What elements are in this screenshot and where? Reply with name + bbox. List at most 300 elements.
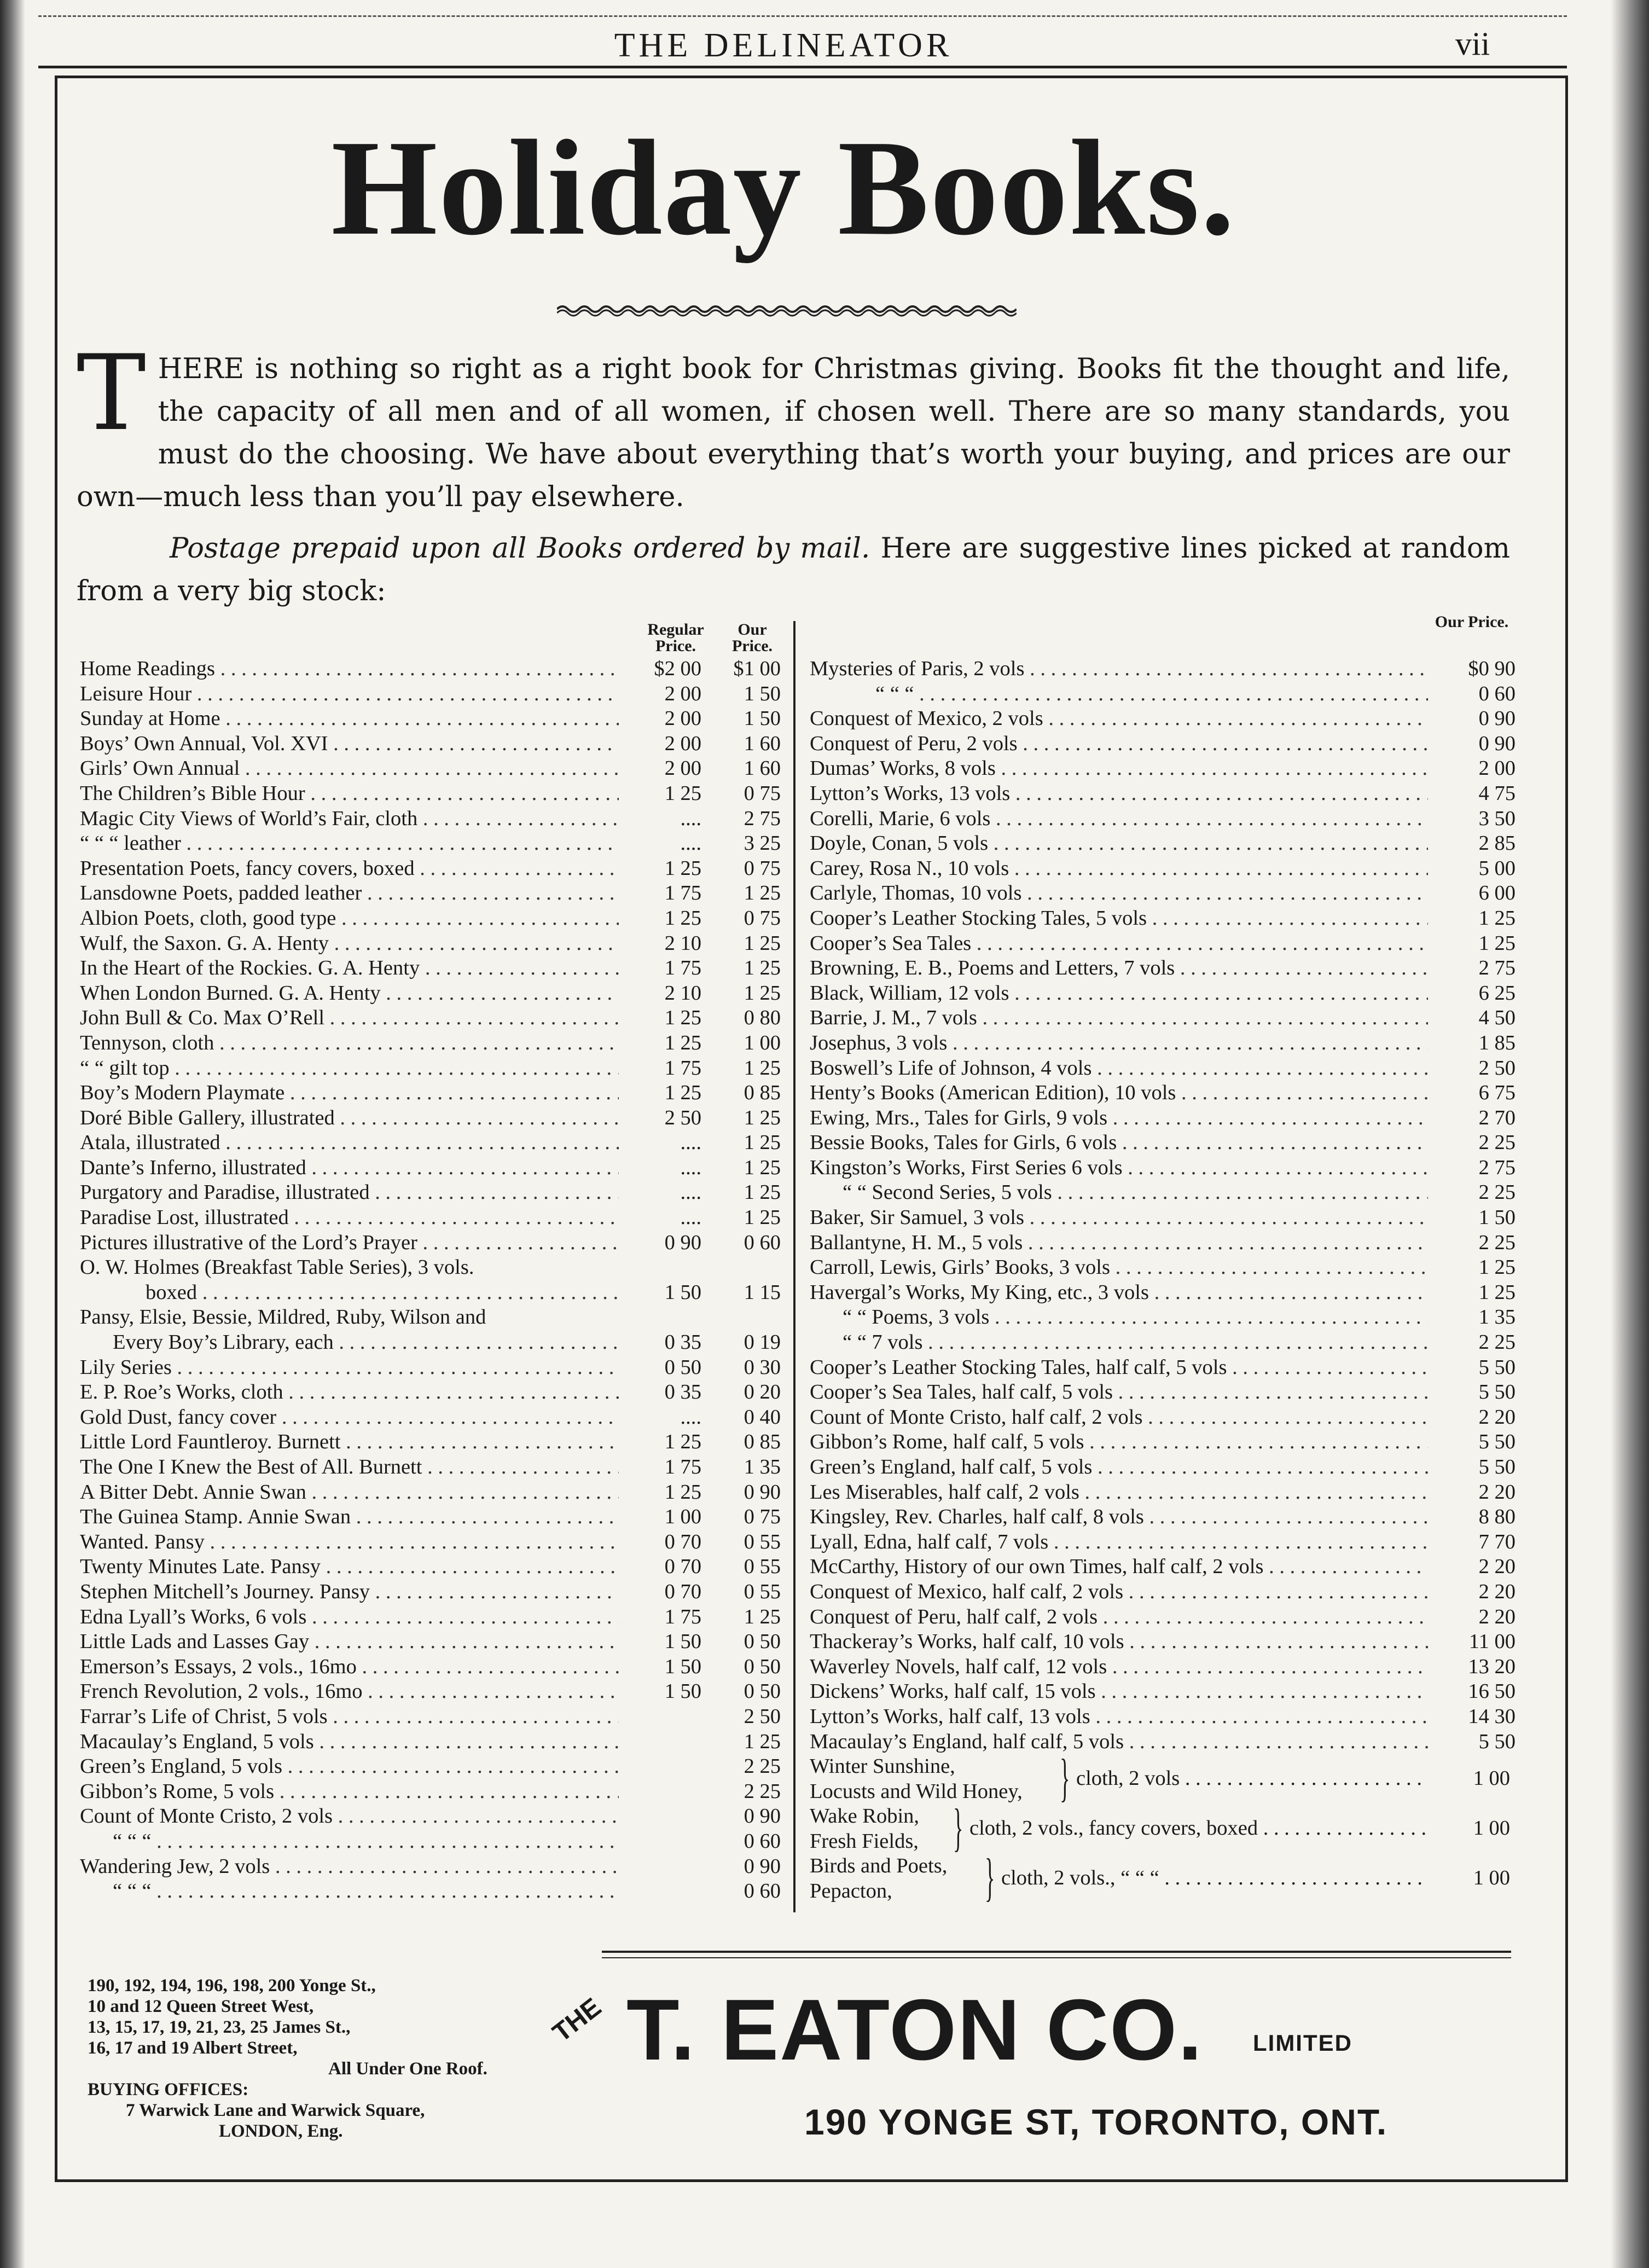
book-row — [810, 1505, 1516, 1530]
bracket-description: cloth, 2 vols., “ “ “ . . . — [1001, 1866, 1428, 1891]
book-title: Boswell’s Life of Johnson, 4 vols . . . — [810, 1056, 1428, 1081]
book-title: Ewing, Mrs., Tales for Girls, 9 vols . . . — [810, 1106, 1428, 1131]
our-price: 0 90 — [704, 1854, 781, 1880]
book-row — [810, 1006, 1516, 1031]
regular-price-heading: Regular Price. — [647, 620, 704, 655]
book-row — [80, 1330, 781, 1355]
regular-price: 1 25 — [619, 1031, 701, 1056]
book-title: “ “ “ . . . — [810, 682, 1428, 707]
book-row — [80, 1730, 781, 1755]
book-title: The One I Knew the Best of All. Burnett . . . — [80, 1455, 619, 1480]
company-limited: LIMITED — [1253, 2030, 1352, 2056]
regular-price: 1 25 — [619, 906, 701, 931]
book-title: Atala, illustrated . . . — [80, 1130, 619, 1156]
book-title: Birds and Poets, — [810, 1854, 948, 1878]
book-row — [810, 1480, 1516, 1505]
book-title: Gibbon’s Rome, 5 vols . . . — [80, 1779, 619, 1805]
book-title: “ “ “ . . . — [80, 1829, 619, 1854]
book-row — [810, 1355, 1516, 1380]
book-title: Black, William, 12 vols . . . — [810, 981, 1428, 1006]
our-price: 1 85 — [1428, 1031, 1516, 1056]
book-title: Browning, E. B., Poems and Letters, 7 vols . . . — [810, 956, 1428, 981]
book-title: Carroll, Lewis, Girls’ Books, 3 vols . . . — [810, 1255, 1428, 1280]
book-row — [810, 657, 1516, 682]
book-title: Magic City Views of World’s Fair, cloth . . . — [80, 807, 619, 832]
brace-symbol: } — [1060, 1748, 1070, 1807]
book-row — [810, 1031, 1516, 1056]
book-title: Macaulay’s England, half calf, 5 vols . . . — [810, 1730, 1428, 1755]
bracket-description: cloth, 2 vols., fancy covers, boxed . . . — [969, 1816, 1428, 1841]
book-title: Leisure Hour . . . — [80, 682, 619, 707]
book-title: Cooper’s Sea Tales, half calf, 5 vols . . . — [810, 1380, 1428, 1405]
book-row — [810, 1231, 1516, 1256]
book-row — [80, 682, 781, 707]
our-price: 1 25 — [704, 1730, 781, 1755]
book-title: Henty’s Books (American Edition), 10 vols . . . — [810, 1081, 1428, 1106]
our-price: 1 25 — [704, 1056, 781, 1081]
our-price: $0 90 — [1428, 657, 1516, 682]
book-row — [80, 1580, 781, 1605]
book-row — [80, 781, 781, 807]
our-price: 1 60 — [704, 732, 781, 757]
book-title: Lily Series . . . — [80, 1355, 619, 1380]
our-price: 5 50 — [1428, 1380, 1516, 1405]
our-price: 0 55 — [704, 1580, 781, 1605]
our-price: 1 25 — [704, 1130, 781, 1156]
top-dashed-rule — [38, 15, 1567, 17]
intro-text — [77, 333, 1510, 613]
book-row — [810, 1554, 1516, 1580]
book-row — [810, 931, 1516, 956]
book-row — [80, 1031, 781, 1056]
our-price: 2 25 — [704, 1779, 781, 1805]
our-price: 1 25 — [1428, 906, 1516, 931]
book-row — [810, 856, 1516, 881]
regular-price: 1 25 — [619, 1006, 701, 1031]
book-row — [810, 706, 1516, 732]
our-price: 2 20 — [1428, 1480, 1516, 1505]
book-row — [810, 1405, 1516, 1430]
book-title: Havergal’s Works, My King, etc., 3 vols . . . — [810, 1280, 1428, 1306]
bracket-titles — [810, 1754, 1023, 1804]
store-addresses — [88, 1975, 536, 2142]
our-price: 3 25 — [704, 831, 781, 856]
regular-price: 1 50 — [619, 1280, 701, 1306]
our-price: 0 75 — [704, 1505, 781, 1530]
book-row — [80, 1629, 781, 1655]
bracket-titles — [810, 1854, 947, 1904]
book-title: Doré Bible Gallery, illustrated . . . — [80, 1106, 619, 1131]
book-title: In the Heart of the Rockies. G. A. Henty . . . — [80, 956, 619, 981]
book-row — [80, 1655, 781, 1680]
bracketed-set — [810, 1848, 1510, 1907]
book-row — [810, 1704, 1516, 1730]
our-price: 2 25 — [1428, 1130, 1516, 1156]
our-price: 0 50 — [704, 1679, 781, 1704]
book-row — [80, 881, 781, 906]
book-row — [80, 1754, 781, 1779]
book-title: Count of Monte Cristo, half calf, 2 vols . . . — [810, 1405, 1428, 1430]
our-price: 14 30 — [1428, 1704, 1516, 1730]
our-price: 7 70 — [1428, 1530, 1516, 1555]
book-title: Baker, Sir Samuel, 3 vols . . . — [810, 1205, 1428, 1231]
postage-note — [77, 527, 1510, 613]
masthead-rule — [38, 66, 1567, 68]
book-title: Stephen Mitchell’s Journey. Pansy . . . — [80, 1580, 619, 1605]
regular-price: 1 25 — [619, 781, 701, 807]
book-title: Waverley Novels, half calf, 12 vols . . . — [810, 1655, 1428, 1680]
book-row — [810, 1205, 1516, 1231]
book-title: Home Readings . . . — [80, 657, 619, 682]
book-title: Lytton’s Works, half calf, 13 vols . . . — [810, 1704, 1428, 1730]
address-line: 7 Warwick Lane and Warwick Square, — [126, 2101, 425, 2120]
our-price: 1 00 — [1428, 1766, 1510, 1791]
our-price: 0 20 — [704, 1380, 781, 1405]
our-price: 0 75 — [704, 856, 781, 881]
regular-price: .... — [619, 1180, 701, 1205]
our-price: 4 50 — [1428, 1006, 1516, 1031]
book-title: The Children’s Bible Hour . . . — [80, 781, 619, 807]
book-row — [80, 1804, 781, 1829]
book-row — [80, 1704, 781, 1730]
our-price: 2 25 — [704, 1754, 781, 1779]
book-title: Cooper’s Sea Tales . . . — [810, 931, 1428, 956]
our-price: 1 00 — [1428, 1816, 1510, 1841]
regular-price: 1 75 — [619, 1455, 701, 1480]
book-row — [80, 1081, 781, 1106]
our-price: 0 50 — [704, 1655, 781, 1680]
regular-price: 2 00 — [619, 756, 701, 781]
book-row — [80, 956, 781, 981]
book-row — [80, 756, 781, 781]
our-price: 1 00 — [1428, 1866, 1510, 1891]
our-price: 1 35 — [704, 1455, 781, 1480]
our-price: 0 50 — [704, 1629, 781, 1655]
book-title: Conquest of Mexico, 2 vols . . . — [810, 706, 1428, 732]
our-price: 1 25 — [704, 981, 781, 1006]
book-row — [810, 1730, 1516, 1755]
our-price: 2 75 — [1428, 1156, 1516, 1181]
footer-rule — [602, 1951, 1511, 1953]
postage-italic: Postage prepaid upon all Books ordered by mail. — [170, 532, 870, 565]
book-row — [810, 1580, 1516, 1605]
book-row — [810, 1430, 1516, 1455]
book-title: Sunday at Home . . . — [80, 706, 619, 732]
book-title: Dumas’ Works, 8 vols . . . — [810, 756, 1428, 781]
book-row — [80, 1006, 781, 1031]
book-title: Carlyle, Thomas, 10 vols . . . — [810, 881, 1428, 906]
our-price: 0 30 — [704, 1355, 781, 1380]
our-price: 2 70 — [1428, 1106, 1516, 1131]
regular-price: .... — [619, 831, 701, 856]
our-price: 0 80 — [704, 1006, 781, 1031]
book-title: Tennyson, cloth . . . — [80, 1031, 619, 1056]
book-title: Edna Lyall’s Works, 6 vols . . . — [80, 1605, 619, 1630]
book-row — [80, 1106, 781, 1131]
book-row — [810, 956, 1516, 981]
book-title: Barrie, J. M., 7 vols . . . — [810, 1006, 1428, 1031]
book-title: Conquest of Mexico, half calf, 2 vols . . . — [810, 1580, 1428, 1605]
book-row — [810, 1530, 1516, 1555]
book-title: Pansy, Elsie, Bessie, Mildred, Ruby, Wilson and — [80, 1306, 486, 1329]
our-price: 2 50 — [704, 1704, 781, 1730]
book-title: Green’s England, 5 vols . . . — [80, 1754, 619, 1779]
regular-price: .... — [619, 1156, 701, 1181]
book-title: Emerson’s Essays, 2 vols., 16mo . . . — [80, 1655, 619, 1680]
book-title: “ “ “ leather . . . — [80, 831, 619, 856]
our-price: 5 50 — [1428, 1455, 1516, 1480]
intro-paragraph: HERE is nothing so right as a right book for Christmas giving. Books fit the thought and life, the capacity of all men and of all women, if chosen well. There are so many standards, you must do the choosing. We have about everything that’s worth your buying, and prices are our own—much less than you’ll pay elsewhere. — [77, 353, 1510, 513]
book-row — [810, 807, 1516, 832]
book-row — [80, 1231, 781, 1256]
book-row — [810, 1056, 1516, 1081]
regular-price: 2 50 — [619, 1106, 701, 1131]
masthead: THE DELINEATOR — [614, 27, 953, 64]
our-price: 1 25 — [704, 1605, 781, 1630]
our-price: 2 25 — [1428, 1180, 1516, 1205]
drop-cap: T — [77, 333, 146, 454]
address-line: All Under One Roof. — [328, 2059, 487, 2079]
our-price: 1 25 — [1428, 1255, 1516, 1280]
our-price: 16 50 — [1428, 1679, 1516, 1704]
book-title: Macaulay’s England, 5 vols . . . — [80, 1730, 619, 1755]
book-row — [80, 1854, 781, 1880]
our-price: 0 55 — [704, 1554, 781, 1580]
book-title: French Revolution, 2 vols., 16mo . . . — [80, 1679, 619, 1704]
book-title: Cooper’s Leather Stocking Tales, 5 vols . . . — [810, 906, 1428, 931]
book-title: O. W. Holmes (Breakfast Table Series), 3 vols. — [80, 1256, 474, 1279]
book-title: Bessie Books, Tales for Girls, 6 vols . . . — [810, 1130, 1428, 1156]
book-row — [810, 1156, 1516, 1181]
book-row — [810, 1081, 1516, 1106]
book-title: The Guinea Stamp. Annie Swan . . . — [80, 1505, 619, 1530]
book-row — [810, 881, 1516, 906]
book-row — [810, 1130, 1516, 1156]
book-row — [810, 1605, 1516, 1630]
regular-price: 0 90 — [619, 1231, 701, 1256]
book-row — [80, 1779, 781, 1805]
book-row — [80, 1056, 781, 1081]
regular-price: 0 35 — [619, 1330, 701, 1355]
our-price: 6 25 — [1428, 981, 1516, 1006]
regular-price: .... — [619, 807, 701, 832]
book-title: When London Burned. G. A. Henty . . . — [80, 981, 619, 1006]
our-price: 2 20 — [1428, 1405, 1516, 1430]
bracket-titles — [810, 1804, 919, 1854]
book-title: Boys’ Own Annual, Vol. XVI . . . — [80, 732, 619, 757]
book-row — [810, 981, 1516, 1006]
book-title: Farrar’s Life of Christ, 5 vols . . . — [80, 1704, 619, 1730]
our-price: 8 80 — [1428, 1505, 1516, 1530]
book-title: Count of Monte Cristo, 2 vols . . . — [80, 1804, 619, 1829]
bracketed-set — [810, 1748, 1510, 1807]
book-row — [810, 1455, 1516, 1480]
our-price: 0 90 — [1428, 732, 1516, 757]
book-row — [80, 807, 781, 832]
book-title: E. P. Roe’s Works, cloth . . . — [80, 1380, 619, 1405]
book-title: Cooper’s Leather Stocking Tales, half calf, 5 vols . . . — [810, 1355, 1428, 1380]
book-title: boxed . . . — [80, 1280, 619, 1306]
book-row — [810, 756, 1516, 781]
our-price: 0 85 — [704, 1081, 781, 1106]
our-price: 13 20 — [1428, 1655, 1516, 1680]
our-price: 0 55 — [704, 1530, 781, 1555]
book-title: A Bitter Debt. Annie Swan . . . — [80, 1480, 619, 1505]
bracketed-set — [810, 1798, 1510, 1857]
book-title: Wandering Jew, 2 vols . . . — [80, 1854, 619, 1880]
regular-price: 1 25 — [619, 1480, 701, 1505]
book-row — [80, 1530, 781, 1555]
book-title: Conquest of Peru, 2 vols . . . — [810, 732, 1428, 757]
address-line: 190, 192, 194, 196, 198, 200 Yonge St., — [88, 1976, 376, 1996]
book-row — [80, 831, 781, 856]
our-price: 0 60 — [704, 1879, 781, 1904]
our-price: 1 25 — [704, 1180, 781, 1205]
book-title: Lyall, Edna, half calf, 7 vols . . . — [810, 1530, 1428, 1555]
address-line: LONDON, Eng. — [219, 2121, 343, 2141]
book-row — [80, 1355, 781, 1380]
book-row — [80, 1829, 781, 1854]
our-price: 1 25 — [704, 881, 781, 906]
our-price: 1 50 — [704, 682, 781, 707]
postage-rest: Here are suggestive lines picked at random from a very big stock: — [77, 532, 1510, 607]
regular-price: 0 35 — [619, 1380, 701, 1405]
book-row — [810, 1679, 1516, 1704]
headline: Holiday Books. — [331, 112, 1236, 264]
our-price: 0 75 — [704, 781, 781, 807]
our-price: 0 60 — [1428, 682, 1516, 707]
our-price: 1 25 — [704, 931, 781, 956]
regular-price: 2 00 — [619, 682, 701, 707]
ornamental-wavy-rule — [557, 301, 1017, 317]
book-row — [80, 1554, 781, 1580]
our-price: 6 00 — [1428, 881, 1516, 906]
book-title: Gibbon’s Rome, half calf, 5 vols . . . — [810, 1430, 1428, 1455]
our-price: 11 00 — [1428, 1629, 1516, 1655]
right-book-list — [810, 657, 1516, 1907]
our-price: $1 00 — [704, 657, 781, 682]
book-title: “ “ 7 vols . . . — [810, 1330, 1428, 1355]
book-row — [80, 1455, 781, 1480]
book-row — [810, 1330, 1516, 1355]
our-price: 1 50 — [1428, 1205, 1516, 1231]
book-title: “ “ Poems, 3 vols . . . — [810, 1305, 1428, 1330]
column-divider — [793, 621, 796, 1912]
regular-price: 0 70 — [619, 1580, 701, 1605]
book-title: Kingsley, Rev. Charles, half calf, 8 vols . . . — [810, 1505, 1428, 1530]
book-row — [810, 781, 1516, 807]
book-title: Boy’s Modern Playmate . . . — [80, 1081, 619, 1106]
our-price: 2 20 — [1428, 1605, 1516, 1630]
footer-rule-thin — [602, 1957, 1511, 1958]
regular-price: 0 70 — [619, 1554, 701, 1580]
book-row — [80, 1205, 781, 1231]
regular-price: 1 75 — [619, 1056, 701, 1081]
book-title: Locusts and Wild Honey, — [810, 1779, 1023, 1803]
book-title: Lytton’s Works, 13 vols . . . — [810, 781, 1428, 807]
book-title: Twenty Minutes Late. Pansy . . . — [80, 1554, 619, 1580]
book-row — [80, 981, 781, 1006]
book-row — [80, 931, 781, 956]
our-price: 5 50 — [1428, 1355, 1516, 1380]
book-row — [810, 1180, 1516, 1205]
book-row — [810, 682, 1516, 707]
book-row — [810, 1106, 1516, 1131]
our-price: 6 75 — [1428, 1081, 1516, 1106]
regular-price: 1 75 — [619, 956, 701, 981]
our-price: 1 15 — [704, 1280, 781, 1306]
address-line: 13, 15, 17, 19, 21, 23, 25 James St., — [88, 2017, 351, 2037]
our-price: 5 00 — [1428, 856, 1516, 881]
our-price: 1 00 — [704, 1031, 781, 1056]
our-price: 1 60 — [704, 756, 781, 781]
regular-price: 1 00 — [619, 1505, 701, 1530]
book-title: Dante’s Inferno, illustrated . . . — [80, 1156, 619, 1181]
book-title: Paradise Lost, illustrated . . . — [80, 1205, 619, 1231]
book-row — [80, 1430, 781, 1455]
regular-price: 1 50 — [619, 1679, 701, 1704]
book-row — [80, 706, 781, 732]
our-price: 2 75 — [704, 807, 781, 832]
book-title: Ballantyne, H. M., 5 vols . . . — [810, 1231, 1428, 1256]
company-name: T. EATON CO. — [626, 1982, 1204, 2078]
book-title: Lansdowne Poets, padded leather . . . — [80, 881, 619, 906]
regular-price: 2 00 — [619, 732, 701, 757]
regular-price: 1 50 — [619, 1655, 701, 1680]
regular-price: .... — [619, 1130, 701, 1156]
our-price: 2 25 — [1428, 1231, 1516, 1256]
our-price: 1 25 — [1428, 931, 1516, 956]
regular-price: .... — [619, 1205, 701, 1231]
book-title: “ “ Second Series, 5 vols . . . — [810, 1180, 1428, 1205]
book-row — [80, 1605, 781, 1630]
book-title: Little Lord Fauntleroy. Burnett . . . — [80, 1430, 619, 1455]
page-number: vii — [1455, 26, 1490, 62]
scan-edge-left — [0, 0, 25, 2268]
our-price: 1 25 — [1428, 1280, 1516, 1306]
company-address: 190 YONGE ST, TORONTO, ONT. — [804, 2102, 1388, 2142]
book-title: John Bull & Co. Max O’Rell . . . — [80, 1006, 619, 1031]
address-line: 16, 17 and 19 Albert Street, — [88, 2038, 298, 2058]
book-title: Winter Sunshine, — [810, 1755, 955, 1778]
book-row — [810, 1280, 1516, 1306]
book-row — [80, 1380, 781, 1405]
address-line: 10 and 12 Queen Street West, — [88, 1997, 314, 2016]
bracket-description: cloth, 2 vols . . . — [1076, 1766, 1428, 1791]
regular-price: 2 00 — [619, 706, 701, 732]
book-title: Gold Dust, fancy cover . . . — [80, 1405, 619, 1430]
book-title: McCarthy, History of our own Times, half calf, 2 vols . . . — [810, 1554, 1428, 1580]
our-price: 2 75 — [1428, 956, 1516, 981]
book-title: Doyle, Conan, 5 vols . . . — [810, 831, 1428, 856]
book-title: Carey, Rosa N., 10 vols . . . — [810, 856, 1428, 881]
book-title: Pepacton, — [810, 1879, 892, 1902]
book-row — [80, 1280, 781, 1306]
book-row — [810, 1305, 1516, 1330]
regular-price: 1 75 — [619, 1605, 701, 1630]
book-row — [810, 1655, 1516, 1680]
our-price: 5 50 — [1428, 1730, 1516, 1755]
book-title: Kingston’s Works, First Series 6 vols . . . — [810, 1156, 1428, 1181]
book-title: Purgatory and Paradise, illustrated . . . — [80, 1180, 619, 1205]
book-title: Fresh Fields, — [810, 1829, 919, 1853]
regular-price: 1 25 — [619, 1081, 701, 1106]
our-price: 0 90 — [1428, 706, 1516, 732]
book-row — [80, 1180, 781, 1205]
our-price: 1 35 — [1428, 1305, 1516, 1330]
the-word: THE — [547, 1992, 607, 2048]
book-row — [80, 1879, 781, 1904]
